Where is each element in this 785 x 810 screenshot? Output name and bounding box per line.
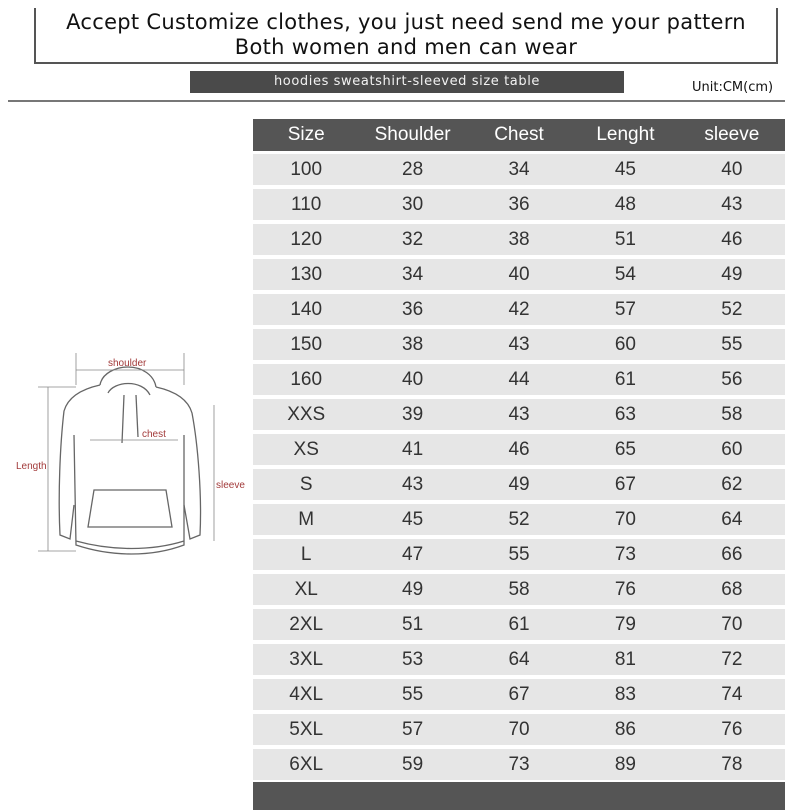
banner [34,8,778,64]
cell-sleeve: 60 [721,439,743,460]
cell-chest: 38 [508,229,530,250]
table-row [253,294,785,325]
cell-sleeve: 66 [721,544,743,565]
cell-sleeve: 72 [721,649,743,670]
cell-sleeve: 62 [721,474,743,495]
cell-chest: 49 [508,474,530,495]
cell-size: 4XL [289,684,324,705]
table-row [253,329,785,360]
cell-length: 83 [614,684,636,705]
cell-size: 100 [290,159,323,180]
cell-length: 57 [614,299,636,320]
header-length: Lenght [596,124,655,145]
cell-sleeve: 68 [721,579,743,600]
cell-length: 54 [614,264,636,285]
table-row [253,679,785,710]
table-row [253,189,785,220]
cell-shoulder: 49 [402,579,424,600]
table-row [253,714,785,745]
table-row [253,644,785,675]
cell-chest: 70 [508,719,530,740]
cell-length: 79 [614,614,636,635]
cell-shoulder: 39 [402,404,424,425]
chest-label: chest [142,429,166,440]
table-footer-bar [253,782,785,810]
cell-size: XS [293,439,319,460]
cell-length: 70 [614,509,636,530]
header-size: Size [287,124,325,145]
cell-shoulder: 41 [402,439,424,460]
table-row [253,224,785,255]
cell-sleeve: 64 [721,509,743,530]
cell-length: 76 [614,579,636,600]
cell-chest: 55 [508,544,530,565]
size-table [253,119,785,784]
cell-chest: 64 [508,649,530,670]
cell-chest: 36 [508,194,530,215]
cell-size: S [299,474,313,495]
cell-length: 45 [614,159,636,180]
divider [8,100,785,102]
cell-length: 48 [614,194,636,215]
cell-length: 60 [614,334,636,355]
table-row [253,434,785,465]
table-row [253,469,785,500]
cell-chest: 46 [508,439,530,460]
cell-sleeve: 49 [721,264,743,285]
cell-chest: 52 [508,509,530,530]
banner-line-1: Accept Customize clothes, you just need send me your pattern [66,10,746,34]
cell-length: 65 [614,439,636,460]
cell-size: 2XL [289,614,324,635]
cell-shoulder: 45 [402,509,424,530]
cell-chest: 73 [508,754,530,775]
cell-size: 140 [290,299,323,320]
cell-length: 73 [614,544,636,565]
length-label: Length [16,461,47,472]
cell-sleeve: 40 [721,159,743,180]
cell-shoulder: 38 [402,334,424,355]
table-row [253,574,785,605]
banner-line-2: Both women and men can wear [234,35,578,59]
cell-sleeve: 58 [721,404,743,425]
cell-sleeve: 74 [721,684,743,705]
cell-shoulder: 53 [402,649,424,670]
cell-chest: 34 [508,159,530,180]
cell-size: M [298,509,315,530]
cell-size: 130 [290,264,323,285]
header-chest: Chest [494,124,544,145]
unit-label: Unit:CM(cm) [692,80,774,95]
cell-shoulder: 57 [402,719,424,740]
cell-length: 86 [614,719,636,740]
shoulder-label: shoulder [108,358,147,369]
cell-shoulder: 59 [402,754,424,775]
cell-chest: 43 [508,334,530,355]
cell-size: 120 [290,229,323,250]
cell-size: 5XL [289,719,324,740]
cell-shoulder: 40 [402,369,424,390]
table-row [253,154,785,185]
size-table-title: hoodies sweatshirt-sleeved size table [190,71,624,93]
cell-sleeve: 46 [721,229,743,250]
cell-size: 160 [290,369,323,390]
cell-sleeve: 43 [721,194,743,215]
header-sleeve: sleeve [704,124,760,145]
cell-chest: 67 [508,684,530,705]
cell-shoulder: 36 [402,299,424,320]
table-row [253,259,785,290]
cell-sleeve: 70 [721,614,743,635]
cell-size: 110 [291,194,322,215]
sleeve-label: sleeve [216,480,245,491]
cell-size: 150 [290,334,323,355]
cell-shoulder: 32 [402,229,424,250]
cell-sleeve: 52 [721,299,743,320]
table-row [253,609,785,640]
cell-sleeve: 55 [721,334,743,355]
cell-shoulder: 34 [402,264,424,285]
cell-chest: 42 [508,299,530,320]
table-row [253,364,785,395]
cell-sleeve: 76 [721,719,743,740]
cell-shoulder: 55 [402,684,424,705]
table-row [253,749,785,780]
cell-length: 67 [614,474,636,495]
cell-length: 51 [614,229,636,250]
cell-shoulder: 28 [402,159,424,180]
cell-chest: 40 [508,264,530,285]
cell-sleeve: 56 [721,369,743,390]
cell-size: 3XL [289,649,324,670]
cell-length: 61 [614,369,636,390]
table-body [253,154,785,780]
cell-size: XL [294,579,318,600]
cell-chest: 58 [508,579,530,600]
cell-size: L [300,544,312,565]
table-row [253,399,785,430]
table-row [253,539,785,570]
hoodie-outline-icon [12,345,252,570]
cell-chest: 43 [508,404,530,425]
cell-size: 6XL [289,754,324,775]
cell-length: 63 [614,404,636,425]
table-row [253,504,785,535]
cell-shoulder: 47 [402,544,424,565]
cell-length: 89 [614,754,636,775]
header-shoulder: Shoulder [374,124,451,145]
cell-size: XXS [287,404,326,425]
cell-shoulder: 30 [402,194,424,215]
cell-length: 81 [614,649,636,670]
cell-shoulder: 43 [402,474,424,495]
cell-chest: 44 [508,369,530,390]
table-header-row [253,119,785,151]
cell-chest: 61 [508,614,530,635]
cell-sleeve: 78 [721,754,743,775]
cell-shoulder: 51 [402,614,424,635]
